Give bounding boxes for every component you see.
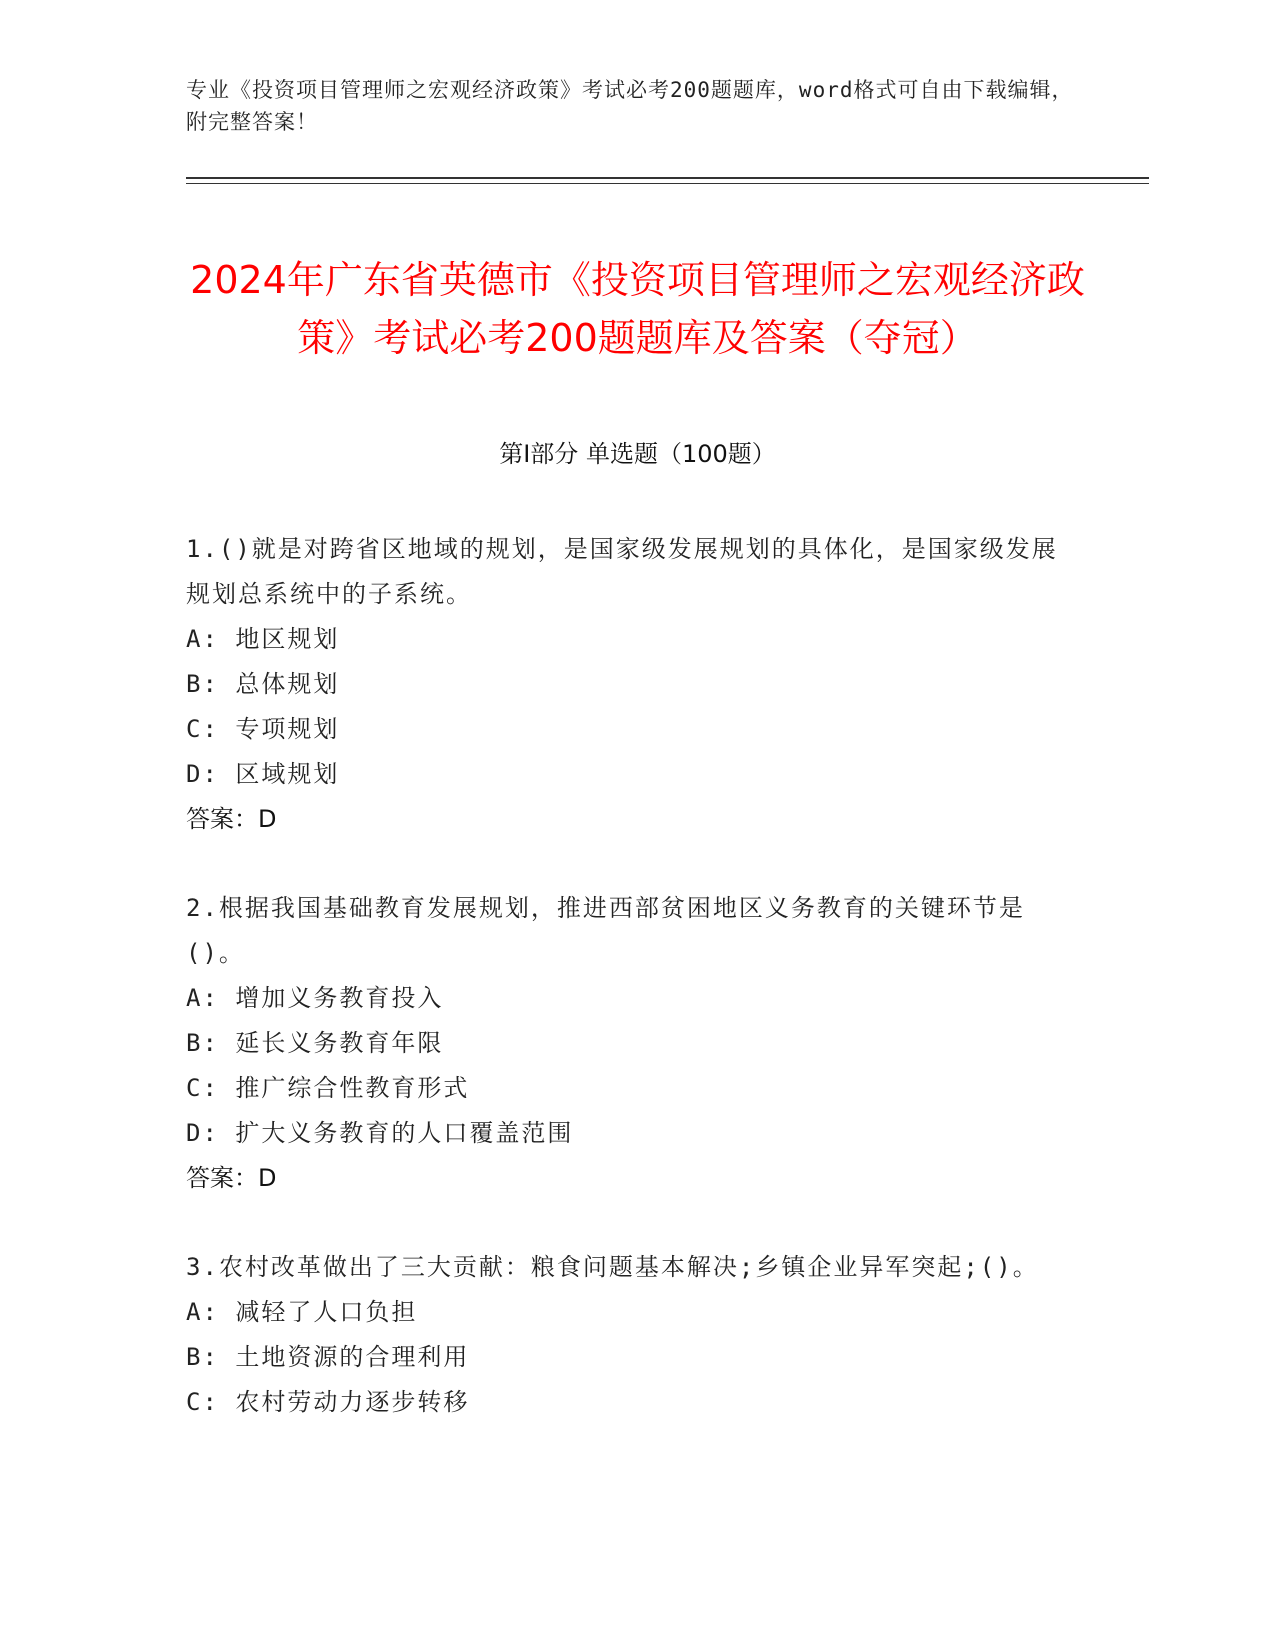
header-divider-thin: [186, 183, 1149, 184]
question-stem: 2.根据我国基础教育发展规划，推进西部贫困地区义务教育的关键环节是()。: [186, 894, 1025, 967]
question-stem: 1.()就是对跨省区地域的规划，是国家级发展规划的具体化，是国家级发展规划总系统中的子系统。: [186, 535, 1058, 608]
document-title: 2024年广东省英德市《投资项目管理师之宏观经济政策》考试必考200题题库及答案（夺冠）: [190, 258, 1085, 361]
option-a: A: 地区规划: [186, 625, 340, 653]
question-1: [186, 527, 1066, 842]
option-d: D: 扩大义务教育的人口覆盖范围: [186, 1119, 574, 1147]
answer: 答案：D: [186, 805, 277, 833]
option-c: C: 推广综合性教育形式: [186, 1074, 470, 1102]
option-b: B: 延长义务教育年限: [186, 1029, 444, 1057]
question-3: [186, 1245, 1066, 1425]
question-stem: 3.农村改革做出了三大贡献：粮食问题基本解决;乡镇企业异军突起;()。: [186, 1253, 1039, 1281]
section-title: 第Ⅰ部分 单选题（100题）: [499, 440, 776, 468]
header-divider: [186, 177, 1149, 179]
option-a: A: 减轻了人口负担: [186, 1298, 418, 1326]
option-c: C: 农村劳动力逐步转移: [186, 1388, 470, 1416]
option-b: B: 土地资源的合理利用: [186, 1343, 470, 1371]
question-list: [186, 527, 1066, 1469]
option-c: C: 专项规划: [186, 715, 340, 743]
option-d: D: 区域规划: [186, 760, 340, 788]
answer: 答案：D: [186, 1164, 277, 1192]
header-note: 专业《投资项目管理师之宏观经济政策》考试必考200题题库，word格式可自由下载编辑，附完整答案！: [186, 78, 1074, 134]
option-a: A: 增加义务教育投入: [186, 984, 444, 1012]
option-b: B: 总体规划: [186, 670, 340, 698]
question-2: [186, 886, 1066, 1201]
